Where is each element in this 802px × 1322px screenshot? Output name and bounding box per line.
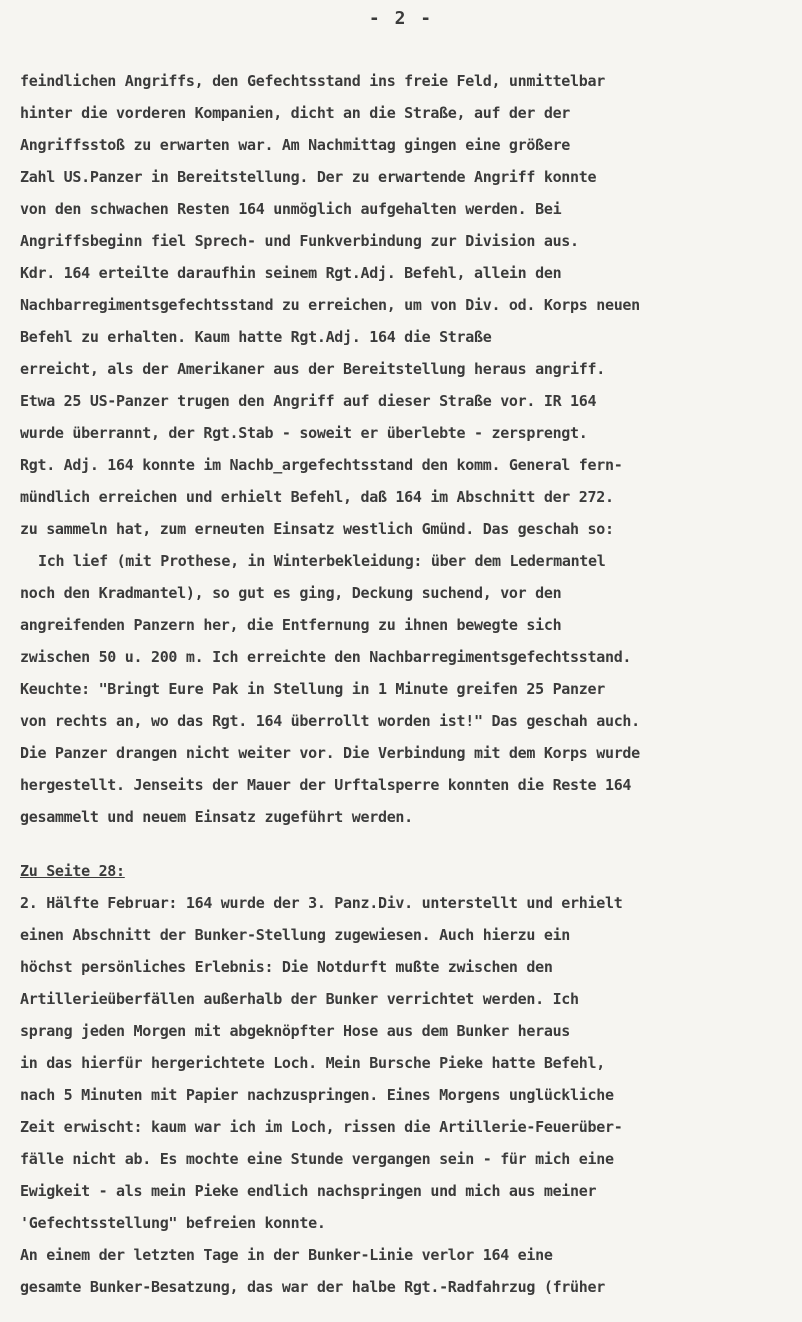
text-line: nach 5 Minuten mit Papier nachzuspringen. Eines Morgens unglückliche [20,1086,614,1104]
text-line: mündlich erreichen und erhielt Befehl, daß 164 im Abschnitt der 272. [20,488,614,506]
text-line: Nachbarregimentsgefechtsstand zu erreichen, um von Div. od. Korps neuen [20,296,640,314]
text-line: hergestellt. Jenseits der Mauer der Urftalsperre konnten die Reste 164 [20,776,632,794]
text-line: gesamte Bunker-Besatzung, das war der halbe Rgt.-Radfahrzug (früher [20,1278,605,1296]
text-line: Befehl zu erhalten. Kaum hatte Rgt.Adj. 164 die Straße [20,328,492,346]
text-line: hinter die vorderen Kompanien, dicht an die Straße, auf der der [20,104,571,122]
text-line: Zahl US.Panzer in Bereitstellung. Der zu erwartende Angriff konnte [20,168,597,186]
text-line: Ewigkeit - als mein Pieke endlich nachspringen und mich aus meiner [20,1182,597,1200]
text-line: gesammelt und neuem Einsatz zugeführt werden. [20,808,413,826]
text-line: Die Panzer drangen nicht weiter vor. Die Verbindung mit dem Korps wurde [20,744,640,762]
text-line: wurde überrannt, der Rgt.Stab - soweit er überlebte - zersprengt. [20,424,588,442]
text-line: Kdr. 164 erteilte daraufhin seinem Rgt.Adj. Befehl, allein den [20,264,562,282]
text-line: 2. Hälfte Februar: 164 wurde der 3. Panz.Div. unterstellt und erhielt [20,894,623,912]
text-line: erreicht, als der Amerikaner aus der Bereitstellung heraus angriff. [20,360,605,378]
text-line: Angriffsstoß zu erwarten war. Am Nachmittag gingen eine größere [20,136,571,154]
text-line: angreifenden Panzern her, die Entfernung zu ihnen bewegte sich [20,616,562,634]
text-line: Rgt. Adj. 164 konnte im Nachb_argefechtsstand den komm. General fern- [20,456,623,474]
section-heading: Zu Seite 28: [20,862,125,880]
text-line: Angriffsbeginn fiel Sprech- und Funkverbindung zur Division aus. [20,232,579,250]
text-line: fälle nicht ab. Es mochte eine Stunde vergangen sein - für mich eine [20,1150,614,1168]
text-line: An einem der letzten Tage in der Bunker-Linie verlor 164 eine [20,1246,553,1264]
text-line: zu sammeln hat, zum erneuten Einsatz westlich Gmünd. Das geschah so: [20,520,614,538]
text-line: in das hierfür hergerichtete Loch. Mein Bursche Pieke hatte Befehl, [20,1054,605,1072]
text-line: 'Gefechtsstellung" befreien konnte. [20,1214,326,1232]
text-line: einen Abschnitt der Bunker-Stellung zugewiesen. Auch hierzu ein [20,926,571,944]
text-line: zwischen 50 u. 200 m. Ich erreichte den Nachbarregimentsgefechtsstand. [20,648,632,666]
text-line: Keuchte: "Bringt Eure Pak in Stellung in 1 Minute greifen 25 Panzer [20,680,605,698]
text-line: höchst persönliches Erlebnis: Die Notdurft mußte zwischen den [20,958,553,976]
text-line: Etwa 25 US-Panzer trugen den Angriff auf dieser Straße vor. IR 164 [20,392,597,410]
text-line: sprang jeden Morgen mit abgeknöpfter Hose aus dem Bunker heraus [20,1022,571,1040]
text-line: von den schwachen Resten 164 unmöglich aufgehalten werden. Bei [20,200,562,218]
text-line: von rechts an, wo das Rgt. 164 überrollt worden ist!" Das geschah auch. [20,712,640,730]
text-line: Ich lief (mit Prothese, in Winterbekleidung: über dem Ledermantel [38,552,606,570]
text-line: noch den Kradmantel), so gut es ging, Deckung suchend, vor den [20,584,562,602]
page-number: - 2 - [368,8,434,29]
text-line: Artillerieüberfällen außerhalb der Bunker verrichtet werden. Ich [20,990,579,1008]
text-line: feindlichen Angriffs, den Gefechtsstand ins freie Feld, unmittelbar [20,72,605,90]
text-line: Zeit erwischt: kaum war ich im Loch, rissen die Artillerie-Feuerüber- [20,1118,623,1136]
